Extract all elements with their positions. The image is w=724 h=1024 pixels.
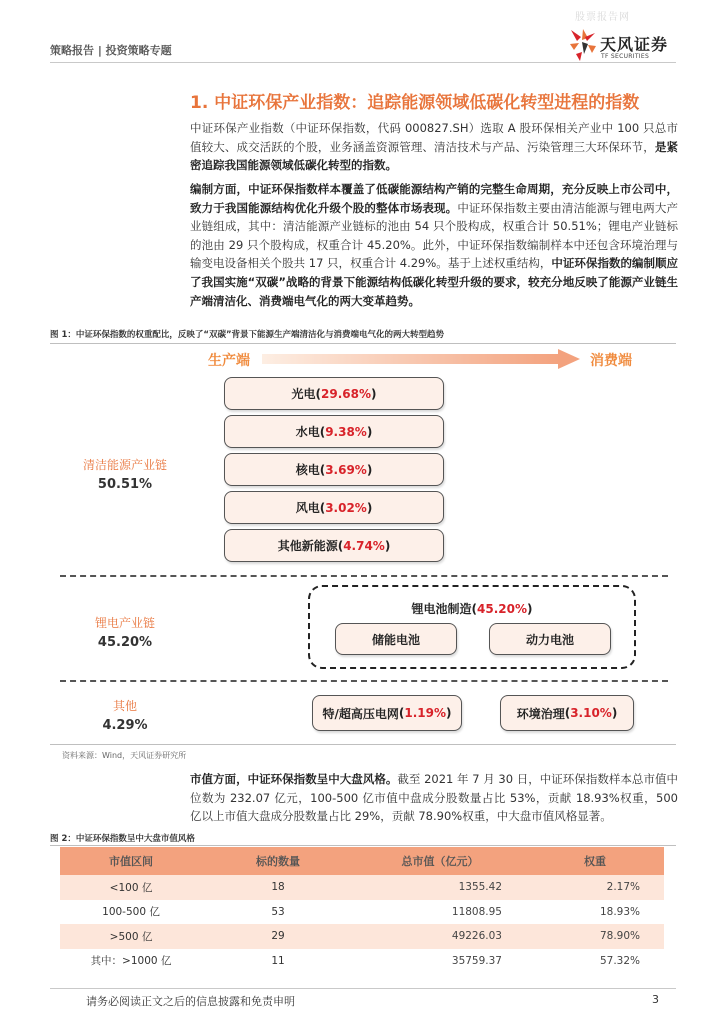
table-row: <100 亿 18 1355.42 2.17%	[60, 875, 664, 900]
intro-text: 中证环保产业指数（中证环保指数，代码 000827.SH）选取 A 股环保相关产业中 100 只总市值较大、成交活跃的个股，业务涵盖资源管理、清洁技术与产品、污染管理三大环保环节，	[190, 121, 678, 154]
clean-item-solar: 光电 ( 29.68% )	[224, 377, 444, 410]
section-title: 1. 中证环保产业指数：追踪能源领域低碳化转型进程的指数	[190, 93, 640, 113]
other-chain-name: 其他	[112, 699, 137, 713]
figure1-source: 资料来源：Wind，天风证券研究所	[62, 751, 187, 760]
footer-disclaimer: 请务必阅读正文之后的信息披露和免责申明	[86, 995, 295, 1008]
consumption-end-label: 消费端	[590, 353, 632, 369]
clean-energy-chain-name: 清洁能源产业链	[82, 458, 167, 472]
figure2-caption: 图 2：中证环保指数呈中大盘市值风格	[50, 834, 195, 844]
table-row: 其中：>1000 亿 11 35759.37 57.32%	[90, 954, 640, 968]
lithium-battery-group-title: 锂电池制造(45.20%)	[411, 602, 533, 616]
clean-item-other-new-energy: 其他新能源 ( 4.74% )	[224, 529, 444, 562]
lithium-chain-name: 锂电产业链	[94, 616, 155, 630]
figure2-top-rule	[50, 845, 676, 846]
table-header-row	[60, 847, 664, 875]
lithium-item-power-battery: 动力电池	[489, 623, 611, 655]
table-row: >500 亿 29 49226.03 78.90%	[60, 924, 664, 949]
intro-paragraph	[190, 119, 678, 175]
figure1-bottom-rule	[50, 744, 676, 745]
market-cap-text: 截至 2021 年 7 月 30 日，中证环保指数样本总市值中位数为 232.07 亿元，100-500 亿市值中盘成分股数量占比 53%，贡献 18.93%权重，500 亿以上市值大盘成分股数量占比 29%，贡献 78.90%权重，中大盘市值风格显著。	[190, 772, 678, 824]
composition-text: 中证环保指数主要由清洁能源与锂电两大产业链组成，其中：清洁能源产业链标的池由 54 只个股构成，权重合计 50.51%；锂电产业链标的池由 29 只个股构成，权重合计 45.20%。此外，中证环保指数编制样本中还包含环境治理与输变电设备相关个股共 17 只，权重合计 4.29%。基于上述权重结构，	[190, 200, 679, 271]
production-end-label: 生产端	[208, 353, 250, 369]
figure1-caption: 图 1：中证环保指数的权重配比，反映了“双碳”背景下能源生产端清洁化与消费端电气化的两大转型趋势	[50, 330, 445, 340]
other-chain-pct: 4.29%	[102, 718, 148, 733]
page-number: 3	[652, 993, 659, 1006]
company-logo	[568, 28, 678, 62]
col-total-cap: 总市值（亿元）	[354, 847, 526, 875]
clean-item-wind: 风电 ( 3.02% )	[224, 491, 444, 524]
table-row: 100-500 亿 53 11808.95 18.93%	[102, 905, 640, 919]
lithium-chain-pct: 45.20%	[97, 635, 153, 650]
col-weight: 权重	[526, 847, 664, 875]
footer-divider	[50, 988, 676, 989]
section-divider	[60, 680, 668, 682]
clean-energy-chain-pct: 50.51%	[97, 477, 153, 492]
logo-subtitle: TF SECURITIES	[601, 53, 650, 60]
composition-bold-conclusion: 中证环保指数的编制顺应了我国实施“双碳”战略的背景下能源结构低碳化转型升级的要求，较充分地反映了能源产业链生产端清洁化、消费端电气化的两大变革趋势。	[190, 256, 678, 308]
clean-item-nuclear: 核电 ( 3.69% )	[224, 453, 444, 486]
section-divider	[60, 575, 668, 577]
clean-item-hydro: 水电 ( 9.38% )	[224, 415, 444, 448]
production-to-consumption-arrow-icon	[262, 349, 580, 369]
col-count: 标的数量	[202, 847, 354, 875]
composition-paragraph	[190, 180, 678, 310]
report-category: 策略报告 | 投资策略专题	[50, 44, 172, 57]
lithium-item-storage-battery: 储能电池	[335, 623, 457, 655]
col-cap-range: 市值区间	[60, 847, 202, 875]
other-item-uhv-grid: 特/超高压电网 ( 1.19% )	[312, 695, 462, 731]
watermark: 股票报告网	[575, 12, 630, 23]
logo-name: 天风证券	[600, 35, 669, 54]
other-item-environment-governance: 环境治理 ( 3.10% )	[500, 695, 634, 731]
market-cap-bold-lead: 市值方面，中证环保指数呈中大盘风格。	[190, 772, 398, 786]
composition-bold-lead: 编制方面，中证环保指数样本覆盖了低碳能源结构产销的完整生命周期，充分反映上市公司中，致力于我国能源结构优化升级个股的整体市场表现。	[190, 182, 678, 215]
logo-mark-icon	[568, 28, 598, 62]
market-cap-table	[60, 847, 664, 973]
figure1-top-rule	[50, 343, 676, 344]
header-divider	[50, 62, 676, 63]
market-cap-paragraph	[190, 770, 678, 826]
intro-bold-text: 是紧密追踪我国能源领域低碳化转型的指数。	[190, 139, 678, 173]
